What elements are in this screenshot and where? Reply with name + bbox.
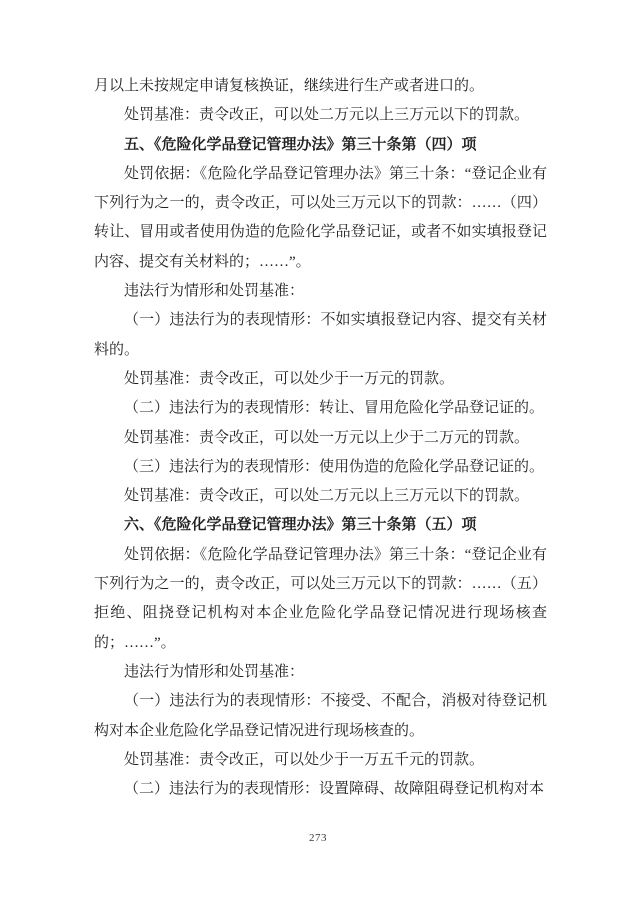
paragraph: 月以上未按规定申请复核换证，继续进行生产或者进口的。	[94, 78, 485, 94]
paragraph: 处罚基准：责令改正，可以处二万元以上三万元以下的罚款。	[124, 488, 530, 505]
section-heading: 六、《危险化学品登记管理办法》第三十条第（五）项	[124, 517, 477, 534]
paragraph: 违法行为情形和处罚基准：	[124, 663, 305, 680]
paragraph: 处罚基准：责令改正，可以处二万元以上三万元以下的罚款。	[124, 107, 530, 124]
paragraph: （三）违法行为的表现情形：使用伪造的危险化学品登记证的。	[124, 458, 545, 475]
document-body	[94, 72, 547, 804]
page-number: 273	[309, 832, 327, 844]
paragraph: （二）违法行为的表现情形：转让、冒用危险化学品登记证的。	[124, 400, 545, 417]
page-footer	[0, 828, 636, 846]
paragraph: （一）违法行为的表现情形：不接受、不配合，消极对待登记机构对本企业危险化学品登记情况进行现场核查的。	[94, 693, 547, 739]
paragraph: 处罚基准：责令改正，可以处少于一万元的罚款。	[124, 370, 455, 387]
paragraph: （一）违法行为的表现情形：不如实填报登记内容、提交有关材料的。	[94, 312, 547, 358]
paragraph: 处罚依据：《危险化学品登记管理办法》第三十条：“登记企业有下列行为之一的，责令改正，可以处三万元以下的罚款：……（五）拒绝、阻挠登记机构对本企业危险化学品登记情况进行现场核查的；……”。	[94, 546, 547, 651]
section-heading: 五、《危险化学品登记管理办法》第三十条第（四）项	[124, 136, 477, 153]
paragraph: （二）违法行为的表现情形：设置障碍、故障阻碍登记机构对本	[124, 781, 545, 798]
paragraph: 处罚基准：责令改正，可以处一万元以上少于二万元的罚款。	[124, 429, 530, 446]
paragraph: 处罚基准：责令改正，可以处少于一万五千元的罚款。	[124, 751, 485, 768]
paragraph: 处罚依据：《危险化学品登记管理办法》第三十条：“登记企业有下列行为之一的，责令改正，可以处三万元以下的罚款：……（四）转让、冒用或者使用伪造的危险化学品登记证，或者不如实填报登记内容、提交有关材料的；……”。	[94, 165, 547, 270]
paragraph: 违法行为情形和处罚基准：	[124, 283, 305, 300]
